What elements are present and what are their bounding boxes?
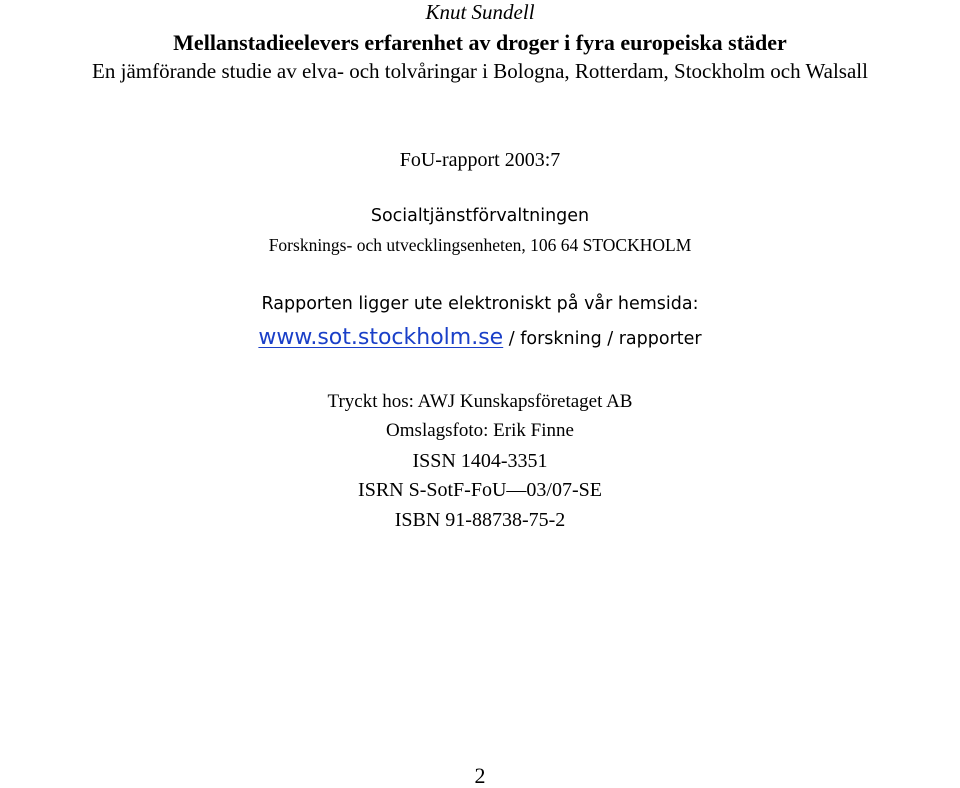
isrn-number: ISRN S-SotF-FoU—03/07-SE xyxy=(358,479,602,501)
report-title: Mellanstadieelevers erfarenhet av droger i fyra europeiska städer xyxy=(173,30,787,55)
issn-number: ISSN 1404-3351 xyxy=(412,450,548,472)
website-link[interactable]: www.sot.stockholm.se xyxy=(258,325,504,350)
website-path: / forskning / rapporter xyxy=(503,329,702,349)
printer-credit: Tryckt hos: AWJ Kunskapsföretaget AB xyxy=(327,391,633,412)
web-address-line xyxy=(0,327,960,349)
report-subtitle: En jämförande studie av elva- och tolvåringar i Bologna, Rotterdam, Stockholm och Walsall xyxy=(92,59,868,83)
publisher-unit-address: Forsknings- och utvecklingsenheten, 106 64 STOCKHOLM xyxy=(268,235,692,255)
report-number: FoU-rapport 2003:7 xyxy=(399,149,561,171)
web-availability-note: Rapporten ligger ute elektroniskt på vår hemsida: xyxy=(261,294,699,314)
page-number: 2 xyxy=(474,763,486,788)
author-name: Knut Sundell xyxy=(425,0,535,24)
publisher-department: Socialtjänstförvaltningen xyxy=(370,206,590,226)
cover-photo-credit: Omslagsfoto: Erik Finne xyxy=(386,420,574,441)
isbn-number: ISBN 91-88738-75-2 xyxy=(394,509,566,531)
